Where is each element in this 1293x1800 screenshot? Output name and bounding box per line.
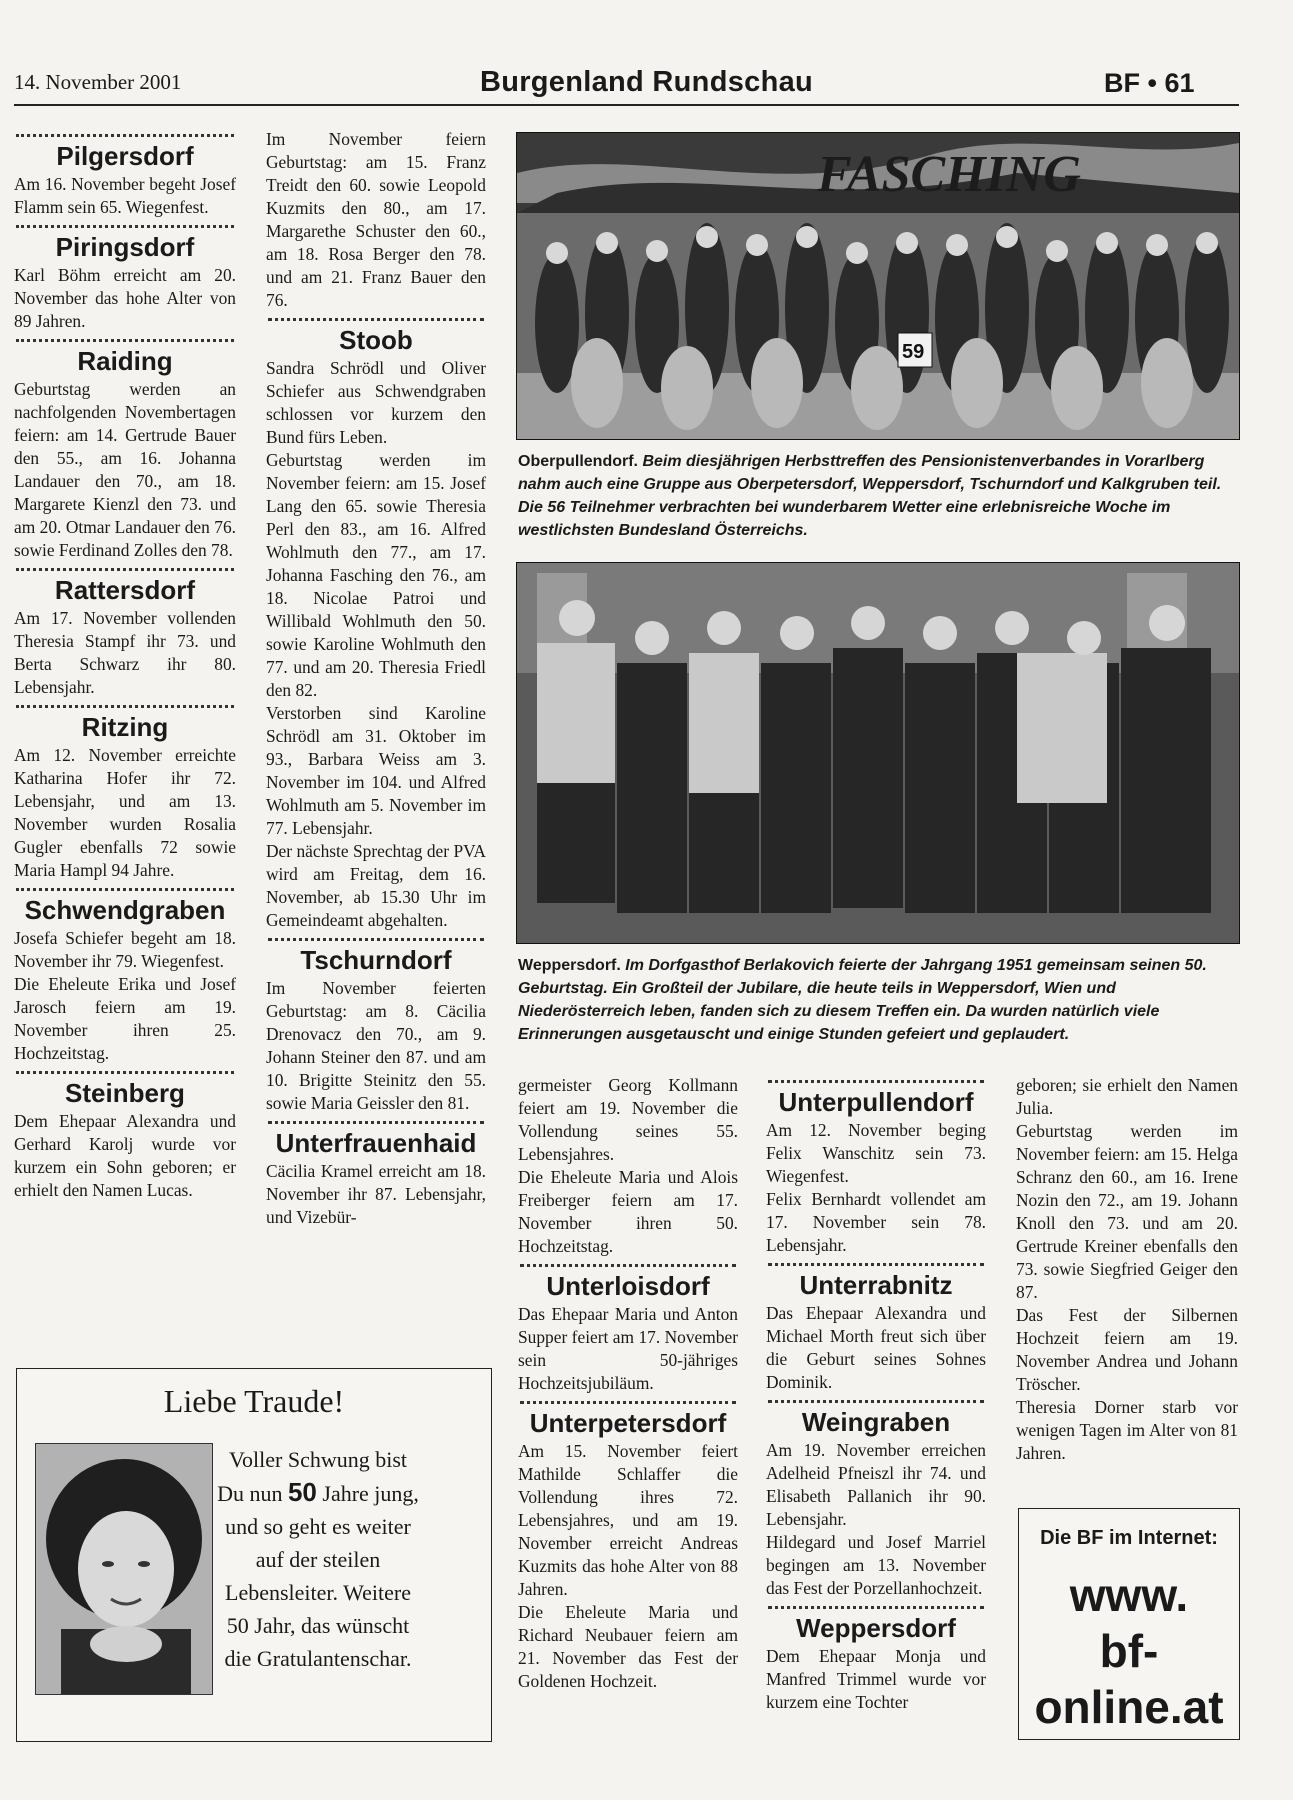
column-2-intro: Im November feiern Geburtstag: am 15. Franz Treidt den 60. sowie Leopold Kuzmits den 80., am 17. Margarethe Schuster den 60., am 18. Rosa Berger den 78. und am 21. Franz Bauer den 76. <box>266 129 486 310</box>
section-unterpullendorf <box>766 1080 986 1257</box>
section-paragraph: Cäcilia Kramel erreicht am 18. November ihr 87. Lebensjahr, und Vizebür- <box>266 1161 486 1227</box>
newspaper-title: Burgenland Rundschau <box>479 66 814 98</box>
dotted-divider <box>16 134 234 137</box>
section-paragraph: Hildegard und Josef Marriel begingen am 13. November das Fest der Porzellanhochzeit. <box>766 1532 986 1598</box>
section-paragraph: Am 19. November erreichen Adelheid Pfneiszl ihr 74. und Elisabeth Pallanich ihr 90. Lebensjahr. <box>766 1440 986 1529</box>
header-rule <box>14 104 1239 106</box>
section-unterrabnitz <box>766 1263 986 1394</box>
dotted-divider <box>768 1400 984 1403</box>
column-3 <box>518 1074 738 1693</box>
section-heading: Rattersdorf <box>54 575 196 605</box>
section-paragraph: Die Eheleute Erika und Josef Jarosch feiern am 19. November ihren 25. Hochzeitstag. <box>14 974 236 1063</box>
dotted-divider <box>268 318 484 321</box>
section-heading: Stoob <box>339 325 413 355</box>
dotted-divider <box>16 705 234 708</box>
column-3-intro-2: Die Eheleute Maria und Alois Freiberger feiern am 17. November ihren 50. Hochzeitstag. <box>518 1167 738 1256</box>
portrait-image <box>36 1444 212 1694</box>
section-paragraph: Sandra Schrödl und Oliver Schiefer aus Schwendgraben schlossen vor kurzem den Bund fürs Leben. <box>266 358 486 447</box>
greeting-box <box>16 1368 492 1742</box>
section-stoob <box>266 318 486 932</box>
section-paragraph: Dem Ehepaar Alexandra und Gerhard Karolj wurde vor kurzem ein Sohn geboren; er erhielt den Namen Lucas. <box>14 1111 236 1200</box>
greeting-number: 50 <box>287 1477 317 1507</box>
greeting-title: Liebe Traude! <box>163 1383 345 1419</box>
section-schwendgraben <box>14 888 236 1065</box>
section-raiding <box>14 339 236 562</box>
section-paragraph: Dem Ehepaar Monja und Manfred Trimmel wurde vor kurzem eine Tochter <box>766 1646 986 1712</box>
header-date: 14. November 2001 <box>14 70 182 94</box>
dotted-divider <box>16 1071 234 1074</box>
section-heading: Unterfrauenhaid <box>275 1128 477 1158</box>
greeting-text-a: Voller Schwung bist Du nun <box>217 1447 408 1506</box>
website-url-line-1: www. <box>1069 1569 1189 1621</box>
dotted-divider <box>16 225 234 228</box>
dotted-divider <box>768 1080 984 1083</box>
column-5 <box>1016 1074 1238 1465</box>
section-heading: Piringsdorf <box>55 232 195 262</box>
dotted-divider <box>16 568 234 571</box>
caption-weppersdorf <box>518 954 1238 1046</box>
section-paragraph: Am 12. November beging Felix Wanschitz sein 73. Wiegenfest. <box>766 1120 986 1186</box>
dotted-divider <box>768 1263 984 1266</box>
website-url[interactable] <box>1019 1567 1239 1735</box>
caption-text-oberpullendorf: Beim diesjährigen Herbsttreffen des Pensionistenverbandes in Vorarlberg nahm auch eine Gruppe aus Oberpetersdorf, Weppersdorf, Tschurndorf und Kalkgruben teil. Die 56 Teilnehmer verbrachten bei wunderbarem Wetter eine erlebnisreiche Woche im westlichsten Bundesland Österreichs. <box>518 453 1222 539</box>
section-heading: Unterpetersdorf <box>529 1408 727 1438</box>
caption-text-weppersdorf: Im Dorfgasthof Berlakovich feierte der Jahrgang 1951 gemeinsam seinen 50. Geburtstag. Ein Großteil der Jubilare, die heute teils in Weppersdorf, Wien und Niederösterreich leben, fanden sich zu diesem Treffen ein. Da wurden natürlich viele Erinnerungen ausgetauscht und einige Stunden gefeiert und geplaudert. <box>518 957 1207 1043</box>
website-url-line-2: bf- <box>1099 1625 1159 1677</box>
starting-number: 59 <box>902 341 925 363</box>
internet-label: Die BF im Internet: <box>1040 1527 1218 1549</box>
section-heading: Unterloisdorf <box>546 1271 710 1301</box>
dotted-divider <box>520 1264 736 1267</box>
section-heading: Schwendgraben <box>24 895 226 925</box>
section-tschurndorf <box>266 938 486 1115</box>
website-url-line-3: online.at <box>1034 1681 1224 1733</box>
section-weingraben <box>766 1400 986 1600</box>
section-piringsdorf <box>14 225 236 333</box>
column-4 <box>766 1074 986 1714</box>
section-steinberg <box>14 1071 236 1202</box>
column-2 <box>266 128 486 1229</box>
section-paragraph: Verstorben sind Karoline Schrödl am 31. Oktober im 93., Barbara Weiss am 3. November im 104. und Alfred Wohlmuth am 5. November im 77. Lebensjahr. <box>266 703 486 838</box>
section-heading: Raiding <box>77 346 173 376</box>
greeting-text <box>213 1443 423 1675</box>
section-heading: Steinberg <box>65 1078 185 1108</box>
section-paragraph: Der nächste Sprechtag der PVA wird am Freitag, dem 16. November, ab 15.30 Uhr im Gemeindeamt abgehalten. <box>266 841 486 930</box>
dotted-divider <box>16 339 234 342</box>
section-heading: Ritzing <box>81 712 169 742</box>
section-paragraph: Felix Bernhardt vollendet am 17. November sein 78. Lebensjahr. <box>766 1189 986 1255</box>
section-paragraph: Am 16. November begeht Josef Flamm sein 65. Wiegenfest. <box>14 174 236 217</box>
section-heading: Unterpullendorf <box>778 1087 974 1117</box>
fasching-banner: FASCHING <box>817 146 1081 203</box>
page-number: BF • 61 <box>1104 68 1195 98</box>
section-paragraph: Theresia Dorner starb vor wenigen Tagen im Alter von 81 Jahren. <box>1016 1397 1238 1463</box>
section-paragraph: Karl Böhm erreicht am 20. November das hohe Alter von 89 Jahren. <box>14 265 236 331</box>
section-heading: Unterrabnitz <box>799 1270 953 1300</box>
section-heading: Weingraben <box>801 1407 951 1437</box>
section-paragraph: Josefa Schiefer begeht am 18. November ihr 79. Wiegenfest. <box>14 928 236 971</box>
section-paragraph: Die Eheleute Maria und Richard Neubauer feiern am 21. November das Fest der Goldenen Hochzeit. <box>518 1602 738 1691</box>
section-paragraph: Im November feierten Geburtstag: am 8. Cäcilia Drenovacz den 70., am 9. Johann Steiner den 87. und am 10. Brigitte Steinitz den 55. sowie Maria Geissler den 81. <box>266 978 486 1113</box>
section-heading: Tschurndorf <box>300 945 452 975</box>
section-paragraph: Geburtstag werden im November feiern: am 15. Helga Schranz den 60., am 16. Irene Nozin den 72., am 19. Johann Knoll den 73. und am 20. Gertrude Kreiner ebenfalls den 73. sowie Siegfried Geiger den 87. <box>1016 1121 1238 1302</box>
column-1 <box>14 128 236 1202</box>
dotted-divider <box>768 1606 984 1609</box>
section-paragraph: geboren; sie erhielt den Namen Julia. <box>1016 1075 1238 1118</box>
section-unterpetersdorf <box>518 1401 738 1693</box>
dotted-divider <box>268 938 484 941</box>
section-heading: Pilgersdorf <box>56 141 194 171</box>
portrait-photo <box>35 1443 213 1695</box>
section-paragraph: Geburtstag werden an nachfolgenden Novembertagen feiern: am 14. Gertrude Bauer den 55., am 16. Johanna Landauer den 70., am 18. Margarete Kienzl den 73. und am 20. Otmar Landauer den 76. sowie Ferdinand Zolles den 78. <box>14 379 236 560</box>
section-paragraph: Das Ehepaar Maria und Anton Supper feiert am 17. November sein 50-jähriges Hochzeitsjubiläum. <box>518 1304 738 1393</box>
dotted-divider <box>16 888 234 891</box>
photo-pensioners-image <box>517 133 1239 439</box>
greeting-text-b: Jahre jung, und so geht es weiter auf der steilen Lebensleiter. Weitere 50 Jahr, das wünscht die Gratulantenschar. <box>224 1481 419 1671</box>
dotted-divider <box>520 1401 736 1404</box>
photo-jahrgang-1951 <box>516 562 1240 944</box>
section-heading: Weppersdorf <box>796 1613 956 1643</box>
photo-jahrgang-image <box>517 563 1239 943</box>
section-rattersdorf <box>14 568 236 699</box>
section-paragraph: Am 17. November vollenden Theresia Stampf ihr 73. und Berta Schwarz ihr 80. Lebensjahr. <box>14 608 236 697</box>
caption-place-oberpullendorf: Oberpullendorf. <box>518 453 638 470</box>
section-paragraph: Das Fest der Silbernen Hochzeit feiern am 19. November Andrea und Johann Tröscher. <box>1016 1305 1238 1394</box>
section-paragraph: Am 15. November feiert Mathilde Schlaffer die Vollendung ihres 72. Lebensjahres, und am 19. November erreicht Andreas Kuzmits das hohe Alter von 88 Jahren. <box>518 1441 738 1599</box>
section-paragraph: Geburtstag werden im November feiern: am 15. Josef Lang den 65. sowie Theresia Perl den 83., am 16. Alfred Wohlmuth den 77., am 17. Johanna Fasching den 76., am 18. Nicolae Patroi und Willibald Wohlmuth den 50. sowie Karoline Wohlmuth den 77. und am 20. Theresia Friedl den 82. <box>266 450 486 700</box>
internet-box <box>1018 1508 1240 1740</box>
section-paragraph: Das Ehepaar Alexandra und Michael Morth freut sich über die Geburt seines Sohnes Dominik. <box>766 1303 986 1392</box>
section-weppersdorf <box>766 1606 986 1714</box>
section-unterloisdorf <box>518 1264 738 1395</box>
column-3-intro: germeister Georg Kollmann feiert am 19. November die Vollendung seines 55. Lebensjahres. <box>518 1075 738 1164</box>
caption-place-weppersdorf: Weppersdorf. <box>518 957 621 974</box>
caption-oberpullendorf <box>518 450 1238 542</box>
section-paragraph: Am 12. November erreichte Katharina Hofer ihr 72. Lebensjahr, und am 13. November wurden Rosalia Gugler ebenfalls 72 sowie Maria Hampl 94 Jahre. <box>14 745 236 880</box>
section-ritzing <box>14 705 236 882</box>
section-unterfrauenhaid <box>266 1121 486 1229</box>
photo-pensioners-group <box>516 132 1240 440</box>
dotted-divider <box>268 1121 484 1124</box>
section-pilgersdorf <box>14 134 236 219</box>
